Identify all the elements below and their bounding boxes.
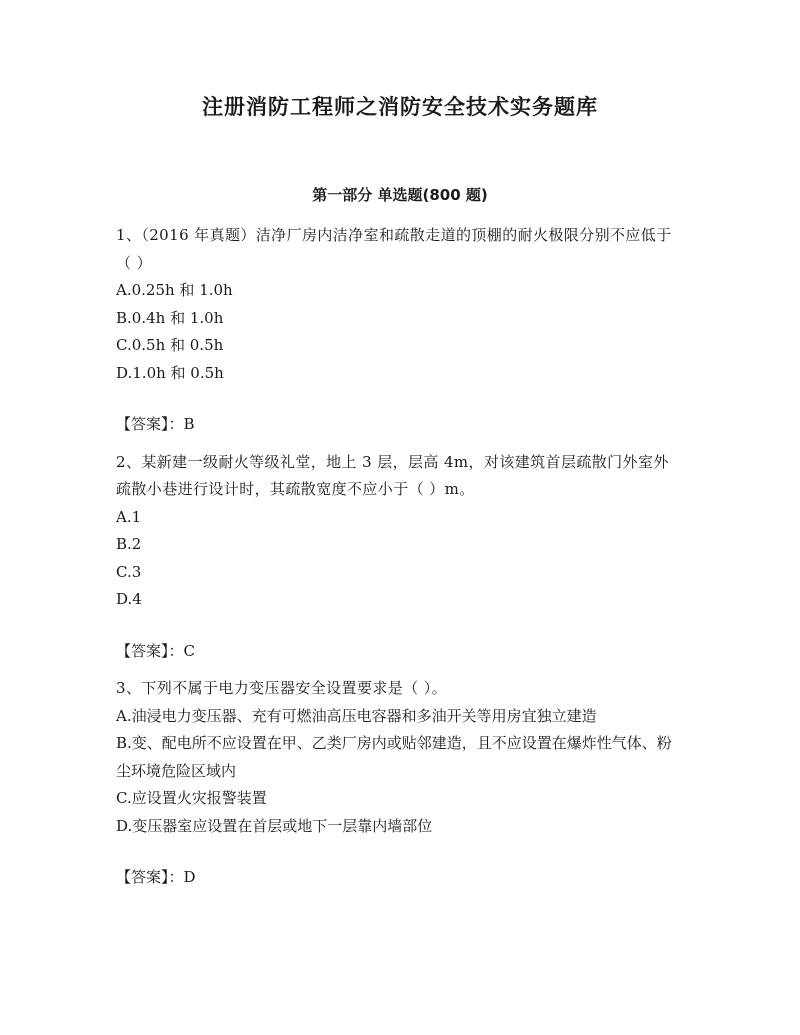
section-title: 第一部分 单选题(800 题) — [312, 186, 488, 204]
answer-value: C — [183, 641, 195, 660]
question-list — [116, 222, 684, 902]
answer-line — [116, 411, 684, 439]
question-item — [116, 222, 684, 439]
option-b: B.2 — [116, 535, 142, 553]
answer-label: 【答案】： — [116, 868, 184, 886]
answer-value: D — [183, 868, 196, 886]
option-d: D.1.0h 和 0.5h — [116, 363, 224, 382]
option-d: D.4 — [116, 590, 142, 608]
question-item — [116, 449, 684, 666]
option-a: A.油浸电力变压器、充有可燃油高压电容器和多油开关等用房宜独立建造 — [116, 706, 597, 725]
answer-label: 【答案】： — [116, 415, 184, 433]
question-item — [116, 675, 684, 892]
option-b: B.变、配电所不应设置在甲、乙类厂房内或贴邻建造，且不应设置在爆炸性气体、粉尘环境危险区域内 — [116, 734, 672, 780]
question-stem: 3、下列不属于电力变压器安全设置要求是（ ）。 — [116, 679, 448, 697]
option-a: A.0.25h 和 1.0h — [116, 281, 233, 299]
option-d: D.变压器室应设置在首层或地下一层靠内墙部位 — [116, 816, 433, 835]
document-title: 注册消防工程师之消防安全技术实务题库 — [202, 95, 598, 119]
answer-label: 【答案】： — [116, 641, 184, 660]
question-stem: 1、（2016 年真题）洁净厂房内洁净室和疏散走道的顶棚的耐火极限分别不应低于（ ） — [116, 226, 672, 272]
answer-line — [116, 638, 684, 666]
answer-line — [116, 864, 684, 892]
question-stem: 2、某新建一级耐火等级礼堂，地上 3 层，层高 4m，对该建筑首层疏散门外室外疏散小巷进行设计时，其疏散宽度不应小于（ ）m。 — [116, 452, 669, 498]
option-c: C.应设置火灾报警装置 — [116, 789, 267, 807]
option-a: A.1 — [116, 507, 142, 526]
option-c: C.0.5h 和 0.5h — [116, 336, 224, 354]
option-b: B.0.4h 和 1.0h — [116, 308, 224, 327]
option-c: C.3 — [116, 562, 142, 581]
answer-value: B — [183, 415, 195, 433]
